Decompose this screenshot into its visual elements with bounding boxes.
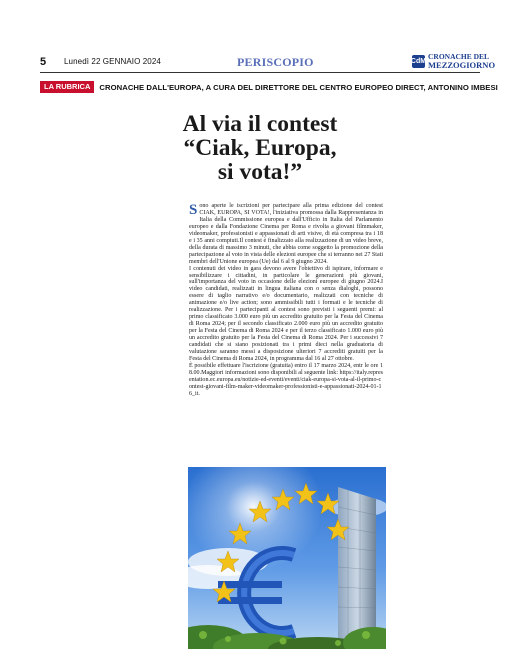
paragraph-1-text: ono aperte le iscrizioni per partecipare alla prima edizione del contest CIAK, EUROPA, SI VOTA!, l'iniziativa promossa dalla Rappresentanza in Italia della Commissione europea e dall'Ufficio in Italia del Parlamento europeo e dalla Fondazione Cinema per Roma e rivolta a giovani filmmaker, videomaker, professionisti e appassionati di arti visive, di età compresa tra i 18 e i 35 anni compiuti.Il contest è finalizzato alla realizzazione di un video breve, della durata di massimo 3 minuti, che abbia come soggetto la promozione della partecipazione al voto in vista delle elezioni europee che si terranno nei 27 Stati membri dell'Unione europea (Ue) dal 6 al 9 giugno 2024. (189, 203, 383, 265)
logo-line-2: MEZZOGIORNO (428, 60, 496, 70)
euro-sculpture-photo (188, 467, 386, 649)
headline-line-2: “Ciak, Europa, (183, 135, 337, 161)
logo-line-1: CRONACHE DEL (428, 52, 490, 61)
page-header (0, 0, 521, 70)
page-number: 5 (40, 56, 47, 68)
paragraph-2: I contenuti dei video in gara devono avere l'obiettivo di ispirare, informare e sensibilizzare i cittadini, in particolare le generazioni più giovani, sull'importanza del voto in occasione delle elezioni europee di giugno 2024.I video candidati, realizzati in lingua italiana con o senza dialoghi, possono essere di taglio narrativo e/o documentario, realizzati con tecniche di animazione e/o live action; sono ammissibili tutti i formati e le tecniche di realizzazione. Per i partecipanti al contest sono previsti i seguenti premi: al primo classificato 3.000 euro più un accredito gratuito per la Festa del Cinema di Roma 2024; per il secondo classificato 2.000 euro più un accredito gratuito per la Festa del Cinema di Roma 2024 e per il terzo classificato 1.000 euro più un accredito gratuito per la Festa del Cinema di Roma 2024. Per i successivi 7 candidati che si siano posizionati tra i primi dieci nella graduatoria di valutazione saranno messi a disposizione ulteriori 7 accrediti gratuiti per la Festa del Cinema di Roma 2024, in programma dal 16 al 27 ottobre. (189, 265, 383, 362)
rubric-band (40, 81, 498, 93)
newspaper-logo (412, 53, 495, 69)
rubric-title: CRONACHE DALL'EUROPA, A CURA DEL DIRETTORE DEL CENTRO EUROPEO DIRECT, ANTONINO IMBESI (99, 82, 498, 92)
headline-line-1: Al via il contest (182, 111, 338, 137)
logo-mark-icon: CdM (412, 55, 425, 68)
paragraph-3: È possibile effettuare l'iscrizione (gratuita) entro il 17 marzo 2024, entr le ore 18.00.Maggiori informazioni sono disponibili al seguente link: https://italy.representation.ec.europa.eu/notizie-ed-eventi/eventi/ciak-europa-si-vota-al-il-primo-contest-giovani-film-maker-videomaker-professionisti-e-appassionati-2024-01-16_it. (189, 362, 383, 397)
issue-date: Lunedì 22 GENNAIO 2024 (64, 57, 161, 66)
rubric-tag: LA RUBRICA (40, 81, 94, 93)
article-body (189, 203, 383, 398)
logo-wordmark (428, 53, 495, 69)
headline-line-3: si vota!” (217, 159, 303, 185)
paragraph-1 (189, 203, 383, 266)
drop-cap: S (189, 202, 198, 218)
article-headline (140, 112, 380, 184)
section-name: PERISCOPIO (237, 55, 314, 69)
header-divider (40, 72, 480, 73)
